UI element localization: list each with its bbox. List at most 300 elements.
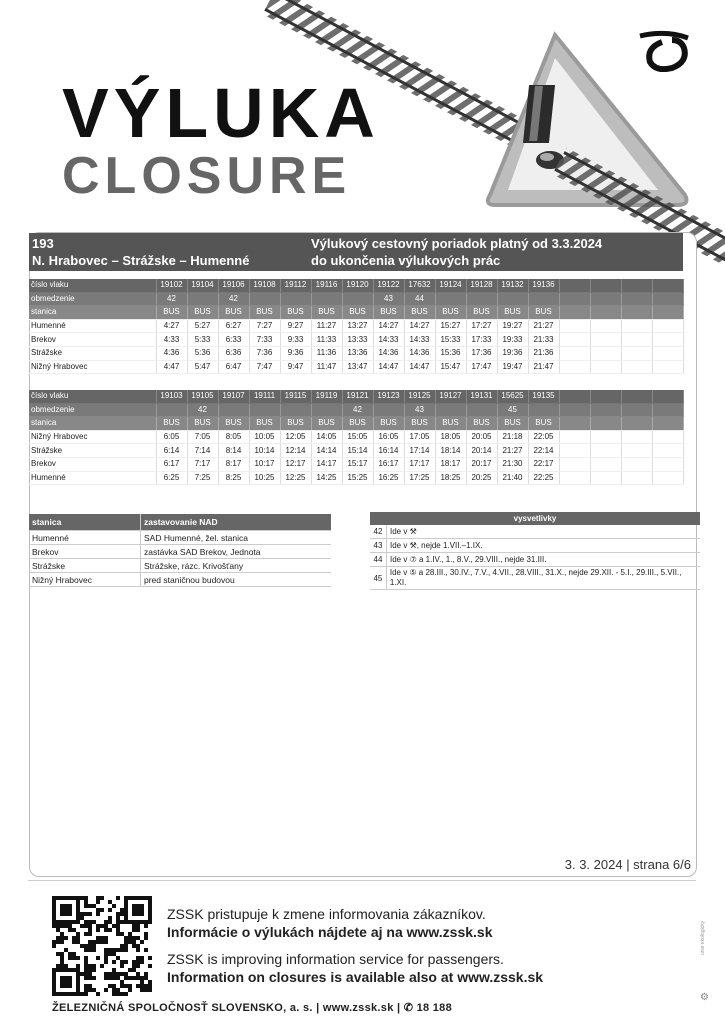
table-cell: 5:36 — [187, 346, 218, 360]
table-cell-empty — [559, 319, 590, 333]
info-en-1: ZSSK is improving information service for passengers. — [167, 951, 504, 967]
table-cell: 12:17 — [280, 457, 311, 471]
table-row — [29, 319, 683, 333]
table-row — [29, 444, 683, 458]
table-cell: 12:14 — [280, 444, 311, 458]
table-cell: 17:27 — [466, 319, 497, 333]
legend-text: Ide v ⑤ a 28.III., 30.IV., 7.V., 4.VII., 28.VIII., 31.X., nejde 29.XII. - 5.I., 29.III., 5.VII., 1.XI. — [389, 568, 682, 587]
table-cell: 19123 — [373, 390, 404, 403]
table-cell: 21:27 — [497, 444, 528, 458]
stop-station: Nižný Hrabovec — [29, 573, 141, 587]
table-cell — [466, 403, 497, 417]
table-cell: 6:17 — [156, 457, 187, 471]
table-cell: BUS — [249, 417, 280, 431]
table-cell: 19132 — [497, 279, 528, 292]
table-cell-empty — [590, 306, 621, 320]
table-cell: 4:27 — [156, 319, 187, 333]
table-cell-empty — [559, 292, 590, 306]
legend-row — [370, 525, 700, 539]
table-cell-empty — [652, 403, 683, 417]
table-cell: 6:47 — [218, 360, 249, 374]
table-row — [29, 471, 683, 485]
table-cell: 15:27 — [435, 319, 466, 333]
table-cell: 6:14 — [156, 444, 187, 458]
table-cell: 19108 — [249, 279, 280, 292]
table-cell: 9:47 — [280, 360, 311, 374]
route-number: 193 — [32, 236, 54, 251]
table-cell: 15625 — [497, 390, 528, 403]
table-cell: 42 — [218, 292, 249, 306]
legend-row — [370, 553, 700, 567]
table-cell-empty — [590, 430, 621, 444]
table-cell — [373, 403, 404, 417]
gear-icon: ⚙ — [700, 992, 709, 1003]
table-cell-empty — [652, 279, 683, 292]
table-cell — [311, 403, 342, 417]
side-note: unie ekologicky — [700, 920, 706, 955]
table-cell: BUS — [404, 417, 435, 431]
table-cell: 19128 — [466, 279, 497, 292]
table-cell: 19:47 — [497, 360, 528, 374]
table-cell: 10:25 — [249, 471, 280, 485]
table-cell: 7:05 — [187, 430, 218, 444]
table-cell: BUS — [528, 417, 559, 431]
table-cell: BUS — [342, 417, 373, 431]
table-cell: 21:33 — [528, 333, 559, 347]
table-cell: 19131 — [466, 390, 497, 403]
table-cell: 22:17 — [528, 457, 559, 471]
table-cell: 14:36 — [404, 346, 435, 360]
table-cell — [218, 403, 249, 417]
table-cell: 21:36 — [528, 346, 559, 360]
table-cell: 6:33 — [218, 333, 249, 347]
table-cell-empty — [590, 279, 621, 292]
table-cell: 20:14 — [466, 444, 497, 458]
table-cell: 6:05 — [156, 430, 187, 444]
table-row — [29, 279, 683, 292]
table-cell-empty — [590, 417, 621, 431]
table-cell-empty — [590, 444, 621, 458]
table-cell-empty — [621, 306, 652, 320]
legend-number: 42 — [370, 525, 387, 538]
table-cell: BUS — [280, 306, 311, 320]
title-en: CLOSURE — [62, 147, 352, 205]
table-cell: 19102 — [156, 279, 187, 292]
row-label: stanica — [29, 306, 156, 320]
table-cell: BUS — [404, 306, 435, 320]
row-label: Humenné — [29, 319, 156, 333]
legend-row — [370, 567, 700, 590]
table-cell-empty — [559, 417, 590, 431]
table-cell: 7:14 — [187, 444, 218, 458]
table-cell-empty — [621, 444, 652, 458]
table-cell-empty — [559, 403, 590, 417]
table-cell-empty — [559, 457, 590, 471]
table-cell: BUS — [497, 306, 528, 320]
route-header — [29, 233, 683, 271]
table-cell: 7:47 — [249, 360, 280, 374]
table-cell-empty — [652, 333, 683, 347]
table-cell: 18:25 — [435, 471, 466, 485]
table-cell: 19115 — [280, 390, 311, 403]
table-cell: 8:25 — [218, 471, 249, 485]
table-cell: 19:36 — [497, 346, 528, 360]
table-cell — [249, 403, 280, 417]
table-cell: 13:47 — [342, 360, 373, 374]
table-cell: 13:36 — [342, 346, 373, 360]
table-cell: 21:30 — [497, 457, 528, 471]
timetable-direction-2 — [29, 390, 684, 485]
table-row — [29, 333, 683, 347]
table-cell: 14:36 — [373, 346, 404, 360]
table-cell: 9:27 — [280, 319, 311, 333]
row-label: Nižný Hrabovec — [29, 430, 156, 444]
table-cell: 14:14 — [311, 444, 342, 458]
table-row — [29, 457, 683, 471]
table-cell-empty — [559, 444, 590, 458]
table-cell: 19127 — [435, 390, 466, 403]
table-cell: 7:25 — [187, 471, 218, 485]
table-cell-empty — [652, 319, 683, 333]
row-label: Brekov — [29, 457, 156, 471]
table-cell: BUS — [218, 417, 249, 431]
table-cell: BUS — [311, 417, 342, 431]
table-cell: 14:25 — [311, 471, 342, 485]
table-cell-empty — [590, 292, 621, 306]
table-cell: 19112 — [280, 279, 311, 292]
table-cell: 17:17 — [404, 457, 435, 471]
stop-station: Brekov — [29, 545, 141, 559]
stops-header — [29, 514, 331, 531]
table-cell: 9:33 — [280, 333, 311, 347]
table-cell-empty — [652, 390, 683, 403]
table-cell: 14:27 — [404, 319, 435, 333]
row-label: stanica — [29, 417, 156, 431]
info-en-2[interactable]: Information on closures is available also at www.zssk.sk — [167, 969, 544, 985]
table-cell-empty — [559, 306, 590, 320]
table-row — [29, 430, 683, 444]
table-cell-empty — [559, 346, 590, 360]
legend-text: Ide v ⚒, nejde 1.VII.–1.IX. — [390, 540, 483, 550]
table-cell-empty — [621, 333, 652, 347]
table-cell: BUS — [218, 306, 249, 320]
table-cell: 14:33 — [373, 333, 404, 347]
table-cell — [156, 403, 187, 417]
table-cell: 15:25 — [342, 471, 373, 485]
table-cell — [311, 292, 342, 306]
zssk-logo-icon — [626, 28, 698, 72]
table-cell-empty — [621, 471, 652, 485]
table-cell: 19135 — [528, 390, 559, 403]
table-cell: 15:36 — [435, 346, 466, 360]
table-cell: 19105 — [187, 390, 218, 403]
table-cell-empty — [559, 390, 590, 403]
legend-number: 44 — [370, 553, 387, 566]
table-cell: 15:14 — [342, 444, 373, 458]
table-cell: 16:05 — [373, 430, 404, 444]
table-cell-empty — [621, 403, 652, 417]
table-cell-empty — [621, 457, 652, 471]
row-label: Humenné — [29, 471, 156, 485]
stops-col-stop: zastavovanie NAD — [141, 514, 332, 531]
stop-location: pred staničnou budovou — [141, 573, 332, 587]
table-cell: 4:36 — [156, 346, 187, 360]
table-cell: 13:33 — [342, 333, 373, 347]
table-cell: 6:27 — [218, 319, 249, 333]
table-cell: 15:47 — [435, 360, 466, 374]
table-cell: BUS — [249, 306, 280, 320]
table-cell — [497, 292, 528, 306]
table-cell-empty — [559, 279, 590, 292]
table-cell: 17:25 — [404, 471, 435, 485]
table-cell-empty — [652, 457, 683, 471]
legend-number: 45 — [370, 567, 387, 589]
table-cell: 4:47 — [156, 360, 187, 374]
table-cell: 21:18 — [497, 430, 528, 444]
table-cell-empty — [559, 333, 590, 347]
table-cell: 17632 — [404, 279, 435, 292]
table-cell-empty — [652, 430, 683, 444]
stops-col-station: stanica — [29, 514, 141, 531]
table-cell: 14:47 — [404, 360, 435, 374]
table-cell: 42 — [156, 292, 187, 306]
table-cell: 15:33 — [435, 333, 466, 347]
table-cell: 19111 — [249, 390, 280, 403]
table-cell-empty — [652, 471, 683, 485]
table-cell: BUS — [435, 306, 466, 320]
table-cell-empty — [652, 360, 683, 374]
table-cell: 15:05 — [342, 430, 373, 444]
table-cell: 18:14 — [435, 444, 466, 458]
table-cell-empty — [590, 390, 621, 403]
table-cell: 19:27 — [497, 319, 528, 333]
table-cell — [528, 292, 559, 306]
table-cell-empty — [590, 360, 621, 374]
table-cell-empty — [559, 471, 590, 485]
table-cell-empty — [621, 319, 652, 333]
table-cell: 21:47 — [528, 360, 559, 374]
table-cell-empty — [590, 346, 621, 360]
table-cell: 17:33 — [466, 333, 497, 347]
qr-code-icon[interactable] — [52, 896, 152, 996]
table-cell: 20:17 — [466, 457, 497, 471]
table-cell: BUS — [528, 306, 559, 320]
table-row — [29, 559, 331, 573]
table-row — [29, 360, 683, 374]
table-cell: 19103 — [156, 390, 187, 403]
table-cell: 19136 — [528, 279, 559, 292]
table-cell: 19121 — [342, 390, 373, 403]
table-cell: 11:33 — [311, 333, 342, 347]
table-cell-empty — [590, 471, 621, 485]
table-cell: 12:05 — [280, 430, 311, 444]
table-row — [29, 390, 683, 403]
table-cell-empty — [559, 360, 590, 374]
table-cell-empty — [621, 430, 652, 444]
table-cell: 10:17 — [249, 457, 280, 471]
table-cell: BUS — [373, 306, 404, 320]
table-cell: 7:36 — [249, 346, 280, 360]
table-row — [29, 545, 331, 559]
table-cell: 16:14 — [373, 444, 404, 458]
table-cell — [528, 403, 559, 417]
table-cell-empty — [652, 417, 683, 431]
row-label: Strážske — [29, 346, 156, 360]
validity-line1: Výlukový cestovný poriadok platný od 3.3.2024 — [311, 236, 603, 251]
table-cell-empty — [621, 390, 652, 403]
table-row — [29, 403, 683, 417]
table-cell: 4:33 — [156, 333, 187, 347]
table-cell-empty — [590, 457, 621, 471]
table-cell: BUS — [280, 417, 311, 431]
table-cell: 19120 — [342, 279, 373, 292]
table-cell-empty — [590, 319, 621, 333]
table-cell: 44 — [404, 292, 435, 306]
row-label: Strážske — [29, 444, 156, 458]
table-cell: 43 — [404, 403, 435, 417]
table-cell: BUS — [311, 306, 342, 320]
table-cell — [466, 292, 497, 306]
row-label: Brekov — [29, 333, 156, 347]
table-cell-empty — [559, 430, 590, 444]
stop-location: SAD Humenné, žel. stanica — [141, 531, 332, 545]
table-cell — [280, 292, 311, 306]
table-cell: 6:25 — [156, 471, 187, 485]
table-cell: 16:25 — [373, 471, 404, 485]
table-cell-empty — [652, 346, 683, 360]
table-cell: 17:47 — [466, 360, 497, 374]
table-row — [29, 531, 331, 545]
table-cell — [342, 292, 373, 306]
table-cell: 17:14 — [404, 444, 435, 458]
table-cell-empty — [590, 333, 621, 347]
row-label: Nižný Hrabovec — [29, 360, 156, 374]
table-cell: BUS — [187, 417, 218, 431]
table-row — [29, 417, 683, 431]
table-cell-empty — [621, 346, 652, 360]
table-cell: BUS — [156, 306, 187, 320]
table-row — [29, 306, 683, 320]
row-label: číslo vlaku — [29, 390, 156, 403]
table-cell: 19104 — [187, 279, 218, 292]
table-row — [29, 292, 683, 306]
page-date-number: 3. 3. 2024 | strana 6/6 — [564, 857, 691, 872]
table-cell: 11:47 — [311, 360, 342, 374]
legend-text: Ide v ⑦ a 1.IV., 1., 8.V., 29.VIII., nejde 31.III. — [390, 554, 547, 564]
validity-line2: do ukončenia výlukových prác — [311, 253, 501, 268]
table-cell: BUS — [187, 306, 218, 320]
title-sk: VÝLUKA — [62, 74, 380, 152]
table-cell: 13:27 — [342, 319, 373, 333]
table-cell: 14:05 — [311, 430, 342, 444]
table-cell: BUS — [466, 306, 497, 320]
table-cell: 12:25 — [280, 471, 311, 485]
row-label: číslo vlaku — [29, 279, 156, 292]
legend-number: 43 — [370, 539, 387, 552]
table-cell: 8:14 — [218, 444, 249, 458]
table-cell-empty — [652, 306, 683, 320]
table-cell: 18:17 — [435, 457, 466, 471]
table-cell: 17:05 — [404, 430, 435, 444]
stops-table — [29, 514, 331, 587]
table-cell: 19124 — [435, 279, 466, 292]
route-name: N. Hrabovec – Strážske – Humenné — [32, 253, 250, 268]
table-cell: 17:36 — [466, 346, 497, 360]
table-cell: 14:33 — [404, 333, 435, 347]
table-row — [29, 346, 683, 360]
table-cell: 10:14 — [249, 444, 280, 458]
table-cell: 42 — [187, 403, 218, 417]
table-cell-empty — [621, 292, 652, 306]
table-cell: 14:47 — [373, 360, 404, 374]
table-cell — [249, 292, 280, 306]
table-cell: 7:27 — [249, 319, 280, 333]
table-cell: 15:17 — [342, 457, 373, 471]
table-cell: 22:14 — [528, 444, 559, 458]
legend-text: Ide v ⚒ — [390, 526, 417, 536]
table-cell: 19106 — [218, 279, 249, 292]
info-sk-1: ZSSK pristupuje k zmene informovania zákazníkov. — [167, 906, 486, 922]
table-cell: 42 — [342, 403, 373, 417]
table-cell: 11:27 — [311, 319, 342, 333]
table-cell: 45 — [497, 403, 528, 417]
table-row — [29, 573, 331, 587]
table-cell: 14:17 — [311, 457, 342, 471]
stop-location: Strážske, rázc. Krivošťany — [141, 559, 332, 573]
table-cell: 8:17 — [218, 457, 249, 471]
table-cell: 19107 — [218, 390, 249, 403]
table-cell-empty — [621, 360, 652, 374]
table-cell: 19:33 — [497, 333, 528, 347]
table-cell: 20:25 — [466, 471, 497, 485]
table-cell: 10:05 — [249, 430, 280, 444]
row-label: obmedzenie — [29, 403, 156, 417]
stop-location: zastávka SAD Brekov, Jednota — [141, 545, 332, 559]
table-cell: BUS — [156, 417, 187, 431]
table-cell: BUS — [373, 417, 404, 431]
table-cell: 7:33 — [249, 333, 280, 347]
table-cell-empty — [652, 444, 683, 458]
table-cell: 19122 — [373, 279, 404, 292]
table-cell: 5:33 — [187, 333, 218, 347]
table-cell: 14:27 — [373, 319, 404, 333]
info-sk-2[interactable]: Informácie o výlukách nájdete aj na www.zssk.sk — [167, 924, 493, 940]
table-cell: 19119 — [311, 390, 342, 403]
table-cell: 7:17 — [187, 457, 218, 471]
table-cell: 5:27 — [187, 319, 218, 333]
table-cell: 43 — [373, 292, 404, 306]
timetable-direction-1 — [29, 279, 684, 374]
table-cell-empty — [590, 403, 621, 417]
table-cell: 8:05 — [218, 430, 249, 444]
table-cell: BUS — [342, 306, 373, 320]
table-cell: BUS — [497, 417, 528, 431]
table-cell: 22:05 — [528, 430, 559, 444]
table-cell-empty — [652, 292, 683, 306]
table-cell: 19116 — [311, 279, 342, 292]
table-cell — [187, 292, 218, 306]
table-cell: BUS — [435, 417, 466, 431]
footer-divider — [28, 880, 696, 881]
table-cell: 19125 — [404, 390, 435, 403]
table-cell-empty — [621, 279, 652, 292]
table-cell: 22:25 — [528, 471, 559, 485]
table-cell: 5:47 — [187, 360, 218, 374]
table-cell: 16:17 — [373, 457, 404, 471]
table-cell: 18:05 — [435, 430, 466, 444]
table-cell: 9:36 — [280, 346, 311, 360]
table-cell: BUS — [466, 417, 497, 431]
